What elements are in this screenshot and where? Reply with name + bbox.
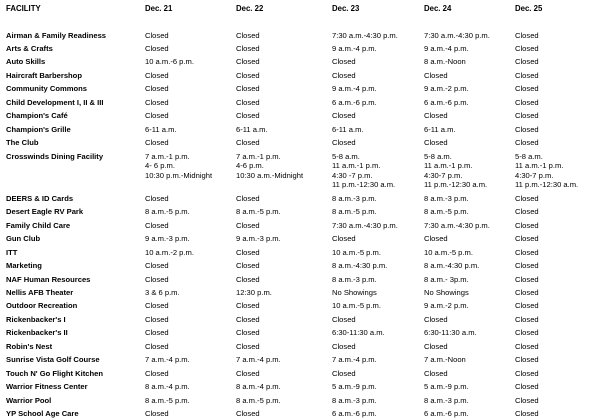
cell-dec-24: 7 a.m.-Noon [424, 355, 466, 365]
cell-dec-24: 8 a.m.-3 p.m. [424, 395, 469, 405]
table-row [0, 261, 602, 271]
cell-dec-23: Closed [332, 111, 356, 121]
cell-dec-24: 6-11 a.m. [424, 124, 456, 134]
cell-dec-23: 9 a.m.-4 p.m. [332, 84, 377, 94]
cell-dec-23: 8 a.m.-3 p.m. [332, 274, 377, 284]
cell-facility: Auto Skills [6, 57, 46, 67]
cell-line: 5-8 a.m. [332, 151, 360, 161]
cell-dec-23 [332, 152, 422, 190]
cell-dec-22: Closed [236, 341, 260, 351]
cell-facility: Haircraft Barbershop [6, 70, 82, 80]
cell-dec-22: Closed [236, 220, 260, 230]
cell-facility: Marketing [6, 261, 42, 271]
cell-line: 4-6 p.m. [236, 161, 264, 171]
cell-dec-23: No Showings [332, 287, 377, 297]
cell-line: 11 a.m.-1 p.m. [424, 161, 473, 171]
cell-dec-23: 8 a.m.-5 p.m. [332, 207, 377, 217]
cell-dec-25: Closed [515, 328, 539, 338]
cell-dec-24: 9 a.m.-2 p.m. [424, 301, 469, 311]
cell-dec-23: 7:30 a.m.-4:30 p.m. [332, 220, 398, 230]
cell-dec-24: Closed [424, 341, 448, 351]
cell-dec-24: 8 a.m.-3 p.m. [424, 193, 469, 203]
table-row [0, 315, 602, 325]
cell-dec-21: 7 a.m.-4 p.m. [145, 355, 190, 365]
cell-facility: YP School Age Care [6, 409, 79, 418]
cell-dec-25: Closed [515, 124, 539, 134]
cell-dec-25: Closed [515, 138, 539, 148]
cell-facility: Robin's Nest [6, 341, 53, 351]
table-row [0, 98, 602, 108]
cell-dec-23: 8 a.m.-3 p.m. [332, 193, 377, 203]
cell-dec-21: 8 a.m.-4 p.m. [145, 382, 190, 392]
cell-dec-24: 8 a.m.-Noon [424, 57, 466, 67]
cell-line: 5-8 a.m. [424, 151, 452, 161]
cell-dec-22: Closed [236, 409, 260, 418]
cell-line: 5-8 a.m. [515, 151, 543, 161]
cell-line: 10:30 a.m.-Midnight [236, 170, 304, 180]
cell-dec-24: 9 a.m.-4 p.m. [424, 43, 469, 53]
cell-dec-24 [424, 152, 512, 190]
cell-dec-24: 7:30 a.m.-4:30 p.m. [424, 30, 490, 40]
cell-dec-25: Closed [515, 314, 539, 324]
cell-dec-21: Closed [145, 70, 169, 80]
cell-dec-21: Closed [145, 314, 169, 324]
cell-dec-22: 8 a.m.-5 p.m. [236, 395, 281, 405]
cell-dec-25: Closed [515, 382, 539, 392]
cell-dec-23: 10 a.m.-5 p.m. [332, 301, 381, 311]
cell-dec-24: Closed [424, 314, 448, 324]
cell-dec-25: Closed [515, 111, 539, 121]
cell-facility: Sunrise Vista Golf Course [6, 355, 100, 365]
table-row [0, 138, 602, 148]
table-row [0, 84, 602, 94]
cell-dec-25: Closed [515, 247, 539, 257]
cell-dec-23: Closed [332, 314, 356, 324]
cell-dec-23: 6-11 a.m. [332, 124, 364, 134]
table-row [0, 207, 602, 217]
header-dec-22: Dec. 22 [236, 4, 264, 13]
cell-dec-25: Closed [515, 341, 539, 351]
cell-dec-22: Closed [236, 274, 260, 284]
cell-dec-21: Closed [145, 97, 169, 107]
cell-facility: The Club [6, 138, 39, 148]
cell-dec-21: 10 a.m.-2 p.m. [145, 247, 194, 257]
table-row [0, 125, 602, 135]
cell-dec-24: 9 a.m.-2 p.m. [424, 84, 469, 94]
cell-line: 4:30 -7 p.m. [332, 170, 373, 180]
cell-line: 11 a.m.-1 p.m. [515, 161, 564, 171]
cell-dec-22: Closed [236, 43, 260, 53]
cell-facility: Rickenbacker's I [6, 314, 66, 324]
cell-dec-23: 6 a.m.-6 p.m. [332, 409, 377, 418]
table-row [0, 288, 602, 298]
cell-dec-25: Closed [515, 207, 539, 217]
cell-line: 4:30-7 p.m. [515, 170, 554, 180]
cell-dec-24: Closed [424, 234, 448, 244]
cell-dec-23: 7 a.m.-4 p.m. [332, 355, 377, 365]
table-row [0, 382, 602, 392]
table-row [0, 301, 602, 311]
cell-dec-21: Closed [145, 328, 169, 338]
cell-dec-21: Closed [145, 84, 169, 94]
cell-dec-21: Closed [145, 368, 169, 378]
cell-line: 11 p.m.-12:30 a.m. [332, 180, 396, 190]
cell-dec-23: Closed [332, 138, 356, 148]
table-row [0, 409, 602, 419]
table-row [0, 355, 602, 365]
table-row [0, 71, 602, 81]
cell-facility: Family Child Care [6, 220, 71, 230]
cell-dec-25: Closed [515, 234, 539, 244]
cell-dec-25: Closed [515, 409, 539, 418]
cell-dec-23: Closed [332, 341, 356, 351]
cell-dec-25: Closed [515, 97, 539, 107]
cell-line: 10:30 p.m.-Midnight [145, 170, 213, 180]
cell-dec-22: Closed [236, 368, 260, 378]
cell-dec-21: Closed [145, 409, 169, 418]
cell-dec-21: Closed [145, 138, 169, 148]
cell-facility: Desert Eagle RV Park [6, 207, 84, 217]
cell-dec-23: Closed [332, 57, 356, 67]
header-facility: FACILITY [6, 4, 41, 13]
cell-dec-21: Closed [145, 111, 169, 121]
cell-dec-25: Closed [515, 70, 539, 80]
cell-dec-22: 8 a.m.-4 p.m. [236, 382, 281, 392]
cell-dec-24: Closed [424, 70, 448, 80]
cell-dec-22: Closed [236, 97, 260, 107]
cell-dec-24: Closed [424, 368, 448, 378]
cell-dec-25: Closed [515, 220, 539, 230]
cell-facility: Child Development I, II & III [6, 97, 104, 107]
table-row [0, 57, 602, 67]
cell-dec-23: 8 a.m.-3 p.m. [332, 395, 377, 405]
cell-dec-25: Closed [515, 84, 539, 94]
table-row [0, 152, 602, 190]
cell-dec-25: Closed [515, 30, 539, 40]
cell-dec-25: Closed [515, 301, 539, 311]
cell-line: 7 a.m.-1 p.m. [236, 151, 281, 161]
header-dec-23: Dec. 23 [332, 4, 360, 13]
cell-dec-24: 6 a.m.-6 p.m. [424, 97, 469, 107]
cell-dec-21: Closed [145, 43, 169, 53]
cell-dec-23: 10 a.m.-5 p.m. [332, 247, 381, 257]
cell-dec-23: Closed [332, 368, 356, 378]
cell-dec-24: 6:30-11:30 a.m. [424, 328, 477, 338]
cell-dec-23: 5 a.m.-9 p.m. [332, 382, 377, 392]
cell-dec-24: No Showings [424, 287, 469, 297]
cell-dec-21: 6-11 a.m. [145, 124, 177, 134]
table-row [0, 342, 602, 352]
cell-dec-24: 8 a.m.-4:30 p.m. [424, 261, 480, 271]
cell-dec-24: 5 a.m.-9 p.m. [424, 382, 469, 392]
cell-dec-21: Closed [145, 193, 169, 203]
table-header [0, 4, 602, 16]
cell-dec-22: Closed [236, 84, 260, 94]
cell-dec-24: 7:30 a.m.-4:30 p.m. [424, 220, 490, 230]
table-row [0, 396, 602, 406]
cell-dec-24: 6 a.m.-6 p.m. [424, 409, 469, 418]
cell-facility: Crosswinds Dining Facility [6, 151, 104, 161]
cell-line: 7 a.m.-1 p.m. [145, 151, 190, 161]
table-row [0, 31, 602, 41]
cell-dec-25: Closed [515, 193, 539, 203]
table-row [0, 194, 602, 204]
cell-dec-22: Closed [236, 261, 260, 271]
cell-facility: Gun Club [6, 234, 41, 244]
header-dec-21: Dec. 21 [145, 4, 173, 13]
cell-dec-22: Closed [236, 247, 260, 257]
cell-facility: Nellis AFB Theater [6, 287, 74, 297]
cell-dec-24: 8 a.m.-5 p.m. [424, 207, 469, 217]
cell-facility: ITT [6, 247, 18, 257]
cell-facility: Champion's Café [6, 111, 68, 121]
cell-dec-23: 9 a.m.-4 p.m. [332, 43, 377, 53]
cell-facility: Arts & Crafts [6, 43, 53, 53]
cell-dec-25: Closed [515, 395, 539, 405]
cell-dec-22: 6-11 a.m. [236, 124, 268, 134]
cell-dec-22: 12:30 p.m. [236, 287, 272, 297]
cell-dec-23: Closed [332, 70, 356, 80]
cell-dec-22: Closed [236, 328, 260, 338]
cell-dec-25: Closed [515, 368, 539, 378]
cell-dec-21: Closed [145, 30, 169, 40]
table-row [0, 248, 602, 258]
cell-facility: Community Commons [6, 84, 88, 94]
cell-line: 11 p.m.-12:30 a.m. [424, 180, 488, 190]
cell-dec-22: Closed [236, 70, 260, 80]
cell-dec-22: Closed [236, 30, 260, 40]
cell-dec-21 [145, 152, 233, 181]
cell-dec-21: Closed [145, 261, 169, 271]
cell-dec-23: Closed [332, 234, 356, 244]
cell-dec-21: 3 & 6 p.m. [145, 287, 180, 297]
cell-dec-25: Closed [515, 43, 539, 53]
cell-dec-22: 9 a.m.-3 p.m. [236, 234, 281, 244]
cell-dec-23: 8 a.m.-4:30 p.m. [332, 261, 388, 271]
cell-facility: Airman & Family Readiness [6, 30, 107, 40]
cell-dec-22: 8 a.m.-5 p.m. [236, 207, 281, 217]
cell-dec-22 [236, 152, 330, 181]
table-row [0, 234, 602, 244]
cell-dec-25: Closed [515, 287, 539, 297]
cell-line: 4:30-7 p.m. [424, 170, 463, 180]
cell-dec-21: Closed [145, 301, 169, 311]
cell-facility: Warrior Pool [6, 395, 52, 405]
cell-dec-22: Closed [236, 193, 260, 203]
cell-dec-24: 8 a.m.- 3p.m. [424, 274, 469, 284]
cell-dec-23: 6 a.m.-6 p.m. [332, 97, 377, 107]
cell-dec-21: 8 a.m.-5 p.m. [145, 395, 190, 405]
cell-dec-25: Closed [515, 57, 539, 67]
table-row [0, 44, 602, 54]
cell-dec-24: Closed [424, 111, 448, 121]
cell-dec-22: Closed [236, 57, 260, 67]
cell-dec-25: Closed [515, 355, 539, 365]
cell-line: 11 p.m.-12:30 a.m. [515, 180, 579, 190]
cell-dec-24: Closed [424, 138, 448, 148]
cell-dec-25 [515, 152, 602, 190]
cell-dec-24: 10 a.m.-5 p.m. [424, 247, 473, 257]
cell-dec-23: 6:30-11:30 a.m. [332, 328, 385, 338]
cell-line: 11 a.m.-1 p.m. [332, 161, 381, 171]
cell-line: 4- 6 p.m. [145, 161, 175, 171]
cell-dec-22: Closed [236, 111, 260, 121]
cell-dec-21: 9 a.m.-3 p.m. [145, 234, 190, 244]
table-row [0, 328, 602, 338]
cell-facility: Warrior Fitness Center [6, 382, 88, 392]
cell-dec-21: Closed [145, 274, 169, 284]
cell-dec-21: 10 a.m.-6 p.m. [145, 57, 194, 67]
cell-dec-21: Closed [145, 341, 169, 351]
cell-facility: DEERS & ID Cards [6, 193, 74, 203]
table-row [0, 221, 602, 231]
header-dec-24: Dec. 24 [424, 4, 452, 13]
cell-dec-22: Closed [236, 138, 260, 148]
cell-facility: Champion's Grille [6, 124, 71, 134]
cell-dec-25: Closed [515, 261, 539, 271]
header-dec-25: Dec. 25 [515, 4, 543, 13]
table-row [0, 111, 602, 121]
cell-dec-22: 7 a.m.-4 p.m. [236, 355, 281, 365]
cell-facility: NAF Human Resources [6, 274, 91, 284]
cell-dec-21: Closed [145, 220, 169, 230]
cell-dec-22: Closed [236, 314, 260, 324]
cell-dec-21: 8 a.m.-5 p.m. [145, 207, 190, 217]
cell-facility: Touch N' Go Flight Kitchen [6, 368, 103, 378]
table-row [0, 275, 602, 285]
table-row [0, 369, 602, 379]
cell-dec-23: 7:30 a.m.-4:30 p.m. [332, 30, 398, 40]
cell-facility: Outdoor Recreation [6, 301, 78, 311]
cell-dec-25: Closed [515, 274, 539, 284]
cell-dec-22: Closed [236, 301, 260, 311]
cell-facility: Rickenbacker's II [6, 328, 68, 338]
